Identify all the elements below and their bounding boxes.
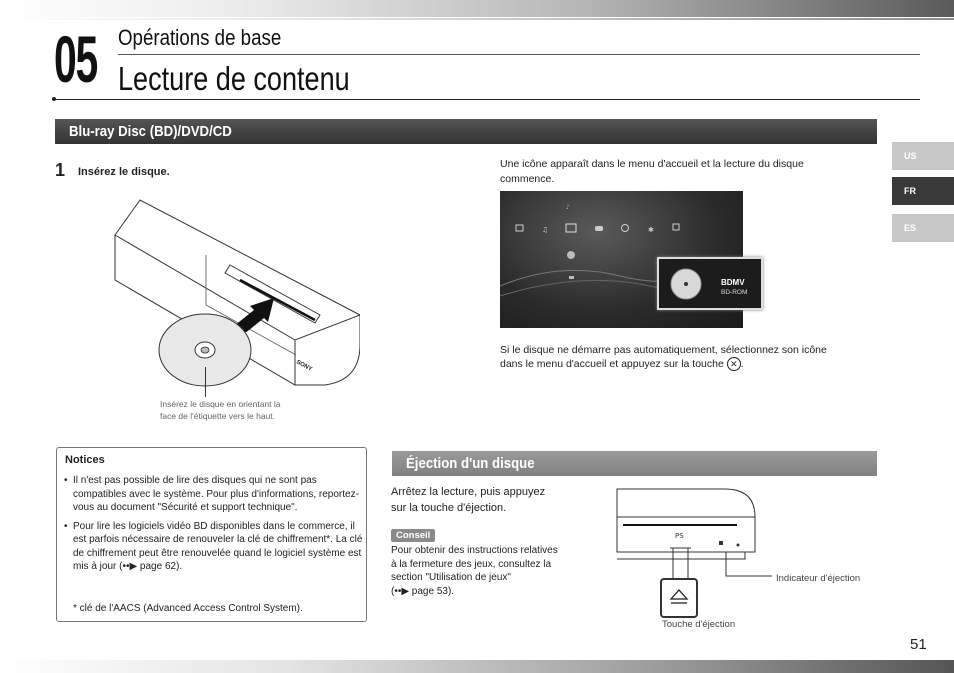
eject-button-label: Touche d'éjection: [662, 619, 736, 630]
svg-text:♫: ♫: [542, 226, 549, 234]
disc-caption-line1: Insérez le disque en orientant la: [160, 399, 281, 409]
eject-text-line2: sur la touche d'éjection.: [391, 502, 507, 514]
bdmv-label: BDMV: [721, 278, 745, 287]
result-text-line1: Une icône apparaît dans le menu d'accueil et la lecture du disque: [500, 158, 804, 170]
notices-list: [63, 474, 363, 579]
title-divider: [118, 54, 920, 55]
cross-button-icon: ✕: [727, 357, 741, 371]
disc-caption-line2: face de l'étiquette vers le haut.: [160, 411, 276, 421]
eject-text-line1: Arrêtez la lecture, puis appuyez: [391, 486, 546, 498]
section-heading-eject: Éjection d'un disque: [392, 451, 877, 476]
eject-button: [660, 578, 698, 618]
chapter-number: 05: [54, 22, 98, 96]
eject-icon: [662, 580, 696, 616]
svg-text:✱: ✱: [648, 226, 654, 234]
bdmv-icon-zoom: [657, 257, 763, 310]
tip-text: Pour obtenir des instructions relatives à la fermeture des jeux, consultez la section "Utilisation de jeux" (••▶ page 53).: [391, 545, 558, 597]
eject-indicator-label: Indicateur d'éjection: [776, 573, 861, 584]
result-text-line2: commence.: [500, 173, 555, 185]
bdrom-label: BD-ROM: [721, 289, 748, 296]
lang-tab-fr[interactable]: FR: [892, 177, 954, 205]
top-gradient-bar: [0, 0, 954, 17]
page-number: 51: [910, 636, 927, 653]
notice-footnote: * clé de l'AACS (Advanced Access Control System).: [73, 603, 303, 614]
step-number: 1: [55, 160, 66, 180]
svg-text:SONY: SONY: [295, 359, 313, 373]
section-heading-bluray: Blu-ray Disc (BD)/DVD/CD: [55, 119, 877, 144]
notice-item: • Pour lire les logiciels vidéo BD disponibles dans le commerce, il est parfois nécessaire de renouveler la clé de chiffrement*. La clé de chiffrement peut être renouvelée quand le logiciel système est mis à jour (••▶ page 62).: [73, 520, 363, 574]
tip-badge: Conseil: [391, 529, 435, 542]
lang-tab-us[interactable]: US: [892, 142, 954, 170]
notice-item: • Il n'est pas possible de lire des disques qui ne sont pas compatibles avec le système. Pour plus d'informations, reportez-vous au document "Sécurité et support technique".: [73, 474, 363, 515]
notices-heading: Notices: [65, 454, 105, 466]
step-label: Insérez le disque.: [78, 166, 170, 178]
page-title: Lecture de contenu: [118, 60, 350, 97]
header-rule: [53, 99, 920, 100]
svg-text:♪: ♪: [566, 204, 570, 211]
note-text-line2: dans le menu d'accueil et appuyez sur la touche ✕ .: [500, 358, 744, 370]
bottom-gradient-bar: [0, 660, 954, 673]
note-text-line1: Si le disque ne démarre pas automatiquement, sélectionnez son icône: [500, 344, 827, 356]
notices-box: [56, 447, 367, 622]
top-gradient-line: [0, 18, 954, 20]
lang-tab-es[interactable]: ES: [892, 214, 954, 242]
chapter-subtitle: Opérations de base: [118, 25, 282, 50]
svg-text:PS: PS: [675, 532, 684, 540]
caption-leader: [205, 367, 206, 397]
